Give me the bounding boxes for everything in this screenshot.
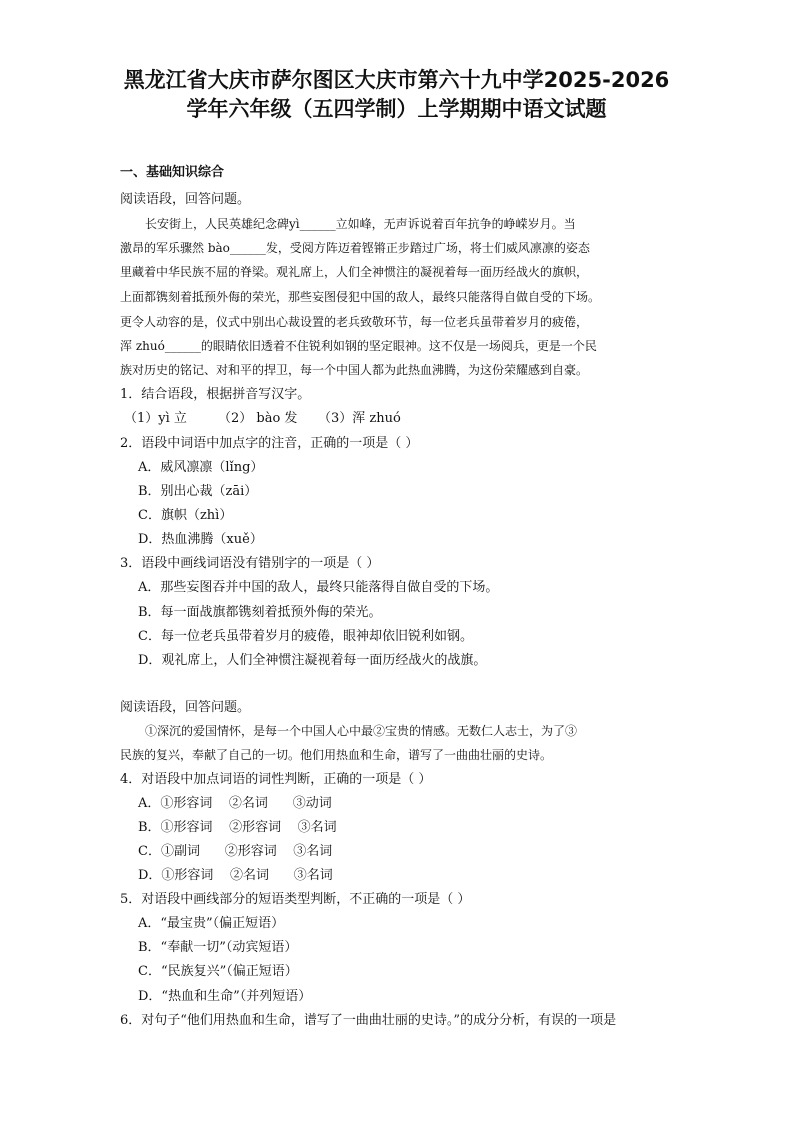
reading-instruction-1: 阅读语段，回答问题。 (120, 192, 251, 207)
passage-1-line: 族对历史的铭记、对和平的捍卫，每一个中国人都为此热血沸腾，为这份荣耀感到自豪。 (120, 363, 589, 377)
question-5-option: C．“民族复兴”（偏正短语） (138, 964, 298, 979)
question-2-option: A．威风凛凛（lǐng） (138, 460, 264, 475)
question-5-stem: 5．对语段中画线部分的短语类型判断，不正确的一项是（ ） (120, 892, 471, 907)
question-2-stem: 2．语段中词语中加点字的注音，正确的一项是（ ） (120, 436, 419, 451)
question-4-stem: 4．对语段中加点词语的词性判断，正确的一项是（ ） (120, 772, 432, 787)
question-2-option: D．热血沸腾（xuě） (138, 532, 263, 547)
passage-1-line: 激昂的军乐骤然 bào______发，受阅方阵迈着铿锵正步踏过广场，将士们威风凛凛的姿态 (120, 241, 590, 255)
question-4-option: C．①副词 ②形容词 ③名词 (138, 844, 333, 859)
question-5-option: B．“奉献一切”（动宾短语） (138, 940, 298, 955)
doc-title-line2: 学年六年级（五四学制）上学期期中语文试题 (186, 97, 607, 121)
question-5-option: A．“最宝贵”（偏正短语） (138, 916, 285, 931)
question-3-option: D．观礼席上，人们全神惯注凝视着每一面历经战火的战旗。 (138, 653, 487, 668)
passage-2-line: ①深沉的爱国情怀，是每一个中国人心中最②宝贵的情感。无数仁人志士，为了③ (145, 724, 578, 738)
question-2-option: C．旗帜（zhì） (138, 508, 233, 523)
question-3-stem: 3．语段中画线词语没有错别字的一项是（ ） (120, 556, 380, 571)
passage-1-line: 浑 zhuó______的眼睛依旧透着不住锐利如钢的坚定眼神。这不仅是一场阅兵，更是一个民 (120, 339, 597, 353)
question-1-item: （3）浑 zhuó (318, 411, 401, 426)
question-4-option: B．①形容词 ②形容词 ③名词 (138, 820, 337, 835)
passage-1-line: 更令人动容的是，仪式中别出心裁设置的老兵致敬环节，每一位老兵虽带着岁月的疲倦， (120, 315, 589, 329)
question-1-item: （2） bào 发 (218, 411, 298, 426)
question-4-option: A．①形容词 ②名词 ③动词 (138, 796, 332, 811)
question-5-option: D．“热血和生命”（并列短语） (138, 989, 312, 1004)
question-3-option: C．每一位老兵虽带着岁月的疲倦，眼神却依旧锐利如钢。 (138, 629, 473, 644)
passage-1-line: 里藏着中华民族不屈的脊梁。观礼席上，人们全神惯注的凝视着每一面历经战火的旗帜， (120, 265, 589, 279)
section-heading: 一、基础知识综合 (120, 165, 225, 180)
doc-title-line1: 黑龙江省大庆市萨尔图区大庆市第六十九中学2025-2026 (123, 68, 670, 92)
passage-1-line: 长安街上，人民英雄纪念碑yì______立如峰，无声诉说着百年抗争的峥嵘岁月。当 (145, 217, 576, 231)
passage-1-line: 上面都镌刻着抵预外侮的荣光，那些妄图侵犯中国的敌人，最终只能落得自做自受的下场。 (120, 290, 601, 304)
reading-instruction-2: 阅读语段，回答问题。 (120, 700, 251, 715)
question-4-option: D．①形容词 ②名词 ③名词 (138, 868, 333, 883)
question-1-stem: 1．结合语段，根据拼音写汉字。 (120, 387, 311, 402)
question-6-stem: 6．对句子“他们用热血和生命，谱写了一曲曲壮丽的史诗。”的成分分析，有误的一项是 (120, 1013, 617, 1028)
question-3-option: A．那些妄图吞并中国的敌人，最终只能落得自做自受的下场。 (138, 580, 499, 595)
passage-2-line: 民族的复兴，奉献了自己的一切。他们用热血和生命，谱写了一曲曲壮丽的史诗。 (120, 748, 553, 762)
question-1-item: （1）yì 立 (124, 411, 187, 426)
question-3-option: B．每一面战旗都镌刻着抵预外侮的荣光。 (138, 605, 382, 620)
question-2-option: B．别出心裁（zāi） (138, 484, 258, 499)
